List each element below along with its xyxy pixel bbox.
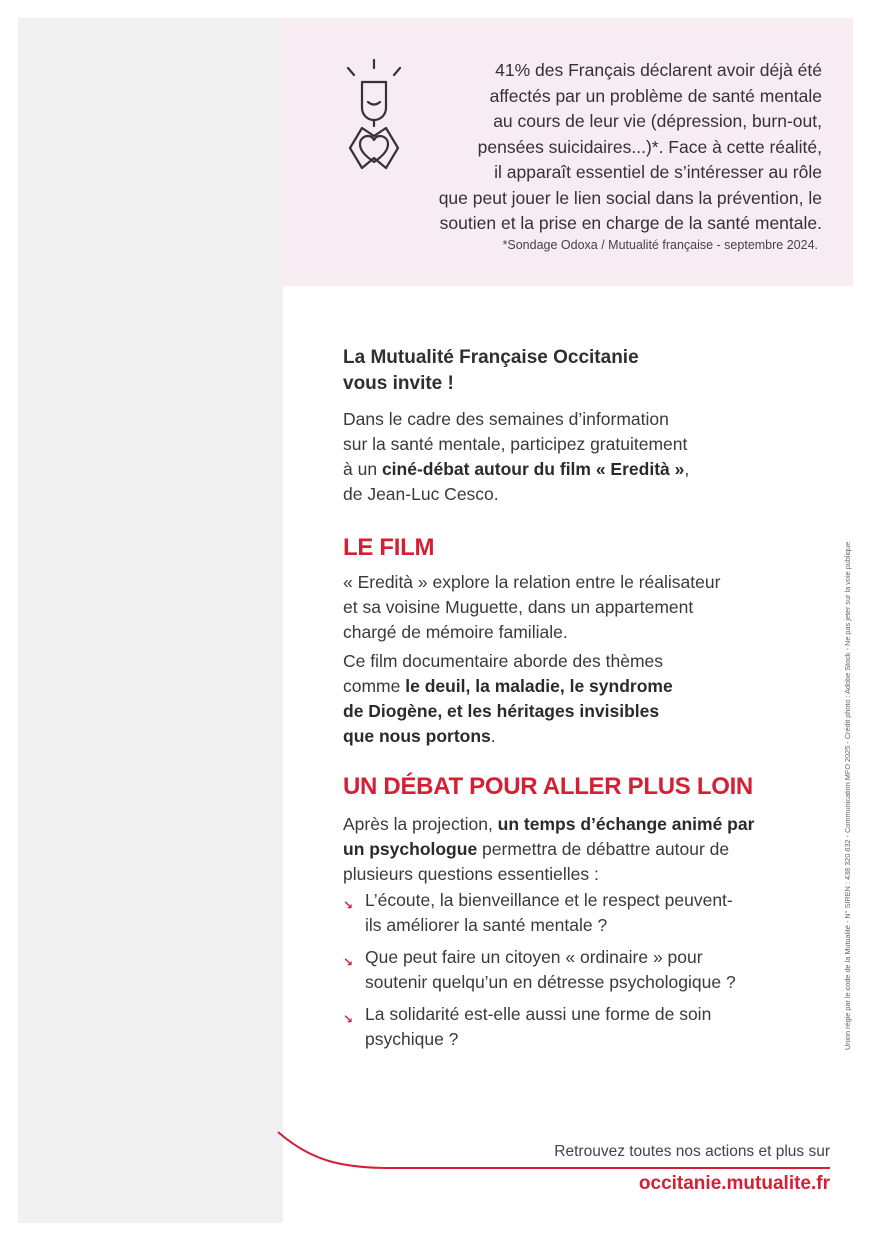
text-run: permettra de débattre autour de <box>477 839 730 859</box>
invite-line: Dans le cadre des semaines d’information <box>343 409 669 429</box>
arrow-bullet-icon: ↘ <box>343 898 354 912</box>
footer-url-link[interactable]: occitanie.mutualite.fr <box>638 1173 830 1194</box>
invite-body <box>343 407 813 507</box>
list-item <box>343 888 813 938</box>
film-line <box>343 699 813 724</box>
footer-text: Retrouvez toutes nos actions et plus sur <box>554 1143 830 1160</box>
question-line: La solidarité est-elle aussi une forme de soin <box>365 1004 712 1024</box>
question-line: psychique ? <box>365 1029 459 1049</box>
list-item <box>343 1002 813 1052</box>
text-run: . <box>490 726 496 746</box>
intro-line: affectés par un problème de santé mentale <box>489 85 822 106</box>
invite-title <box>343 345 783 397</box>
list-item <box>343 945 813 995</box>
text-run: à un <box>343 459 382 479</box>
intro-line: que peut jouer le lien social dans la prévention, le <box>438 187 822 208</box>
film-line: chargé de mémoire familiale. <box>343 622 568 642</box>
film-line: « Eredità » explore la relation entre le réalisateur <box>343 572 721 592</box>
question-list <box>343 888 813 1059</box>
debate-highlight: un psychologue <box>343 839 478 859</box>
arrow-bullet-icon: ↘ <box>343 955 354 969</box>
survey-source: *Sondage Odoxa / Mutualité française - septembre 2024. <box>502 238 818 252</box>
question-line: ils améliorer la santé mentale ? <box>365 915 608 935</box>
intro-line: au cours de leur vie (dépression, burn-out, <box>493 111 822 131</box>
question-line: soutenir quelqu’un en détresse psychologique ? <box>365 972 736 992</box>
invite-line: de Jean-Luc Cesco. <box>343 484 499 504</box>
themes-highlight: que nous portons <box>343 726 491 746</box>
film-paragraph-1 <box>343 570 813 645</box>
text-run: comme <box>343 676 406 696</box>
debate-line <box>343 812 813 837</box>
themes-highlight: le deuil, la maladie, le syndrome <box>405 676 673 696</box>
debate-line <box>343 837 813 862</box>
question-line: Que peut faire un citoyen « ordinaire » pour <box>365 947 703 967</box>
film-line <box>343 724 813 749</box>
question-line: L’écoute, la bienveillance et le respect peuvent- <box>365 890 733 910</box>
film-line <box>343 674 813 699</box>
legal-side-note: Union régie par le code de la Mutualité - N° SIREN : 438 320 632 - Communication MFO 2025 - Crédit photo : Adobe Stock - Ne pas jeter sur la voie publique <box>843 541 852 1050</box>
film-paragraph-2 <box>343 649 813 749</box>
debate-highlight: un temps d’échange animé par <box>497 814 755 834</box>
intro-line: pensées suicidaires...)*. Face à cette réalité, <box>477 136 822 157</box>
film-line: Ce film documentaire aborde des thèmes <box>343 651 664 671</box>
ciné-débat-highlight: ciné-débat autour du film « Eredità » <box>381 459 685 479</box>
invite-line <box>343 457 813 482</box>
invite-title-line: vous invite ! <box>343 373 454 394</box>
debate-line: plusieurs questions essentielles : <box>343 864 599 884</box>
invite-title-line: La Mutualité Française Occitanie <box>343 347 639 368</box>
intro-paragraph <box>342 58 822 237</box>
text-run: Après la projection, <box>343 814 498 834</box>
film-section-title: LE FILM <box>343 534 435 561</box>
film-line: et sa voisine Muguette, dans un appartement <box>343 597 694 617</box>
debate-paragraph <box>343 812 813 887</box>
debate-section-title: UN DÉBAT POUR ALLER PLUS LOIN <box>343 773 753 800</box>
intro-line: soutien et la prise en charge de la santé mentale. <box>439 213 822 233</box>
invite-line: sur la santé mentale, participez gratuitement <box>343 434 688 454</box>
arrow-bullet-icon: ↘ <box>343 1012 354 1026</box>
text-run: , <box>684 459 690 479</box>
intro-line: il apparaît essentiel de s’intéresser au rôle <box>494 162 822 182</box>
themes-highlight: de Diogène, et les héritages invisibles <box>343 701 660 721</box>
intro-line: 41% des Français déclarent avoir déjà été <box>495 60 822 80</box>
